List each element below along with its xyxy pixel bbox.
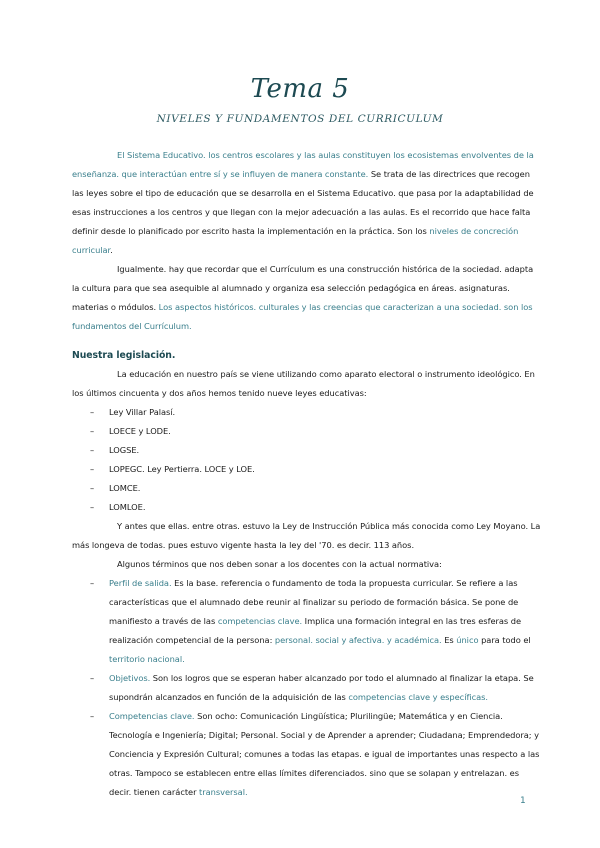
section-paragraph-1: La educación en nuestro país se viene utilizando como aparato electoral o instrumento ideológico. En los últimos cincuenta y dos años hemos tenido nueve leyes educativas: — [72, 369, 535, 398]
term-item-objetivos — [72, 669, 542, 707]
body-text: para todo el — [478, 635, 531, 645]
section-paragraph-3: Algunos términos que nos deben sonar a los docentes con la actual normativa: — [117, 559, 442, 569]
list-item: – LOPEGC. Ley Pertierra. LOCE y LOE. — [72, 460, 542, 479]
body-text: Son ocho: Comunicación Lingüística; Plurilingüe; Matemática y en Ciencia. Tecnología e Ingeniería; Digital; Personal. Social y de Aprender a aprender; Ciudadana; Emprendedora; y Conciencia y Expresión Cultural; comunes a todas las etapas. e igual de importantes unas respecto a las otras. Tampoco se establecen entre ellas límites diferenciados. sino que se solapan y entrelazan. es decir. tienen carácter — [109, 711, 540, 797]
term-item-competencias — [72, 707, 542, 802]
term-item-perfil — [72, 574, 542, 669]
highlight-text: competencias clave. — [217, 616, 303, 626]
document-body — [72, 146, 542, 802]
list-item: – LOMLOE. — [72, 498, 542, 517]
highlight-text: Los aspectos históricos. culturales y las creencias que caracterizan a una sociedad. son los fundamentos del Currículum. — [72, 302, 533, 331]
page-title: Tema 5 — [250, 74, 350, 104]
highlight-text: transversal. — [199, 787, 248, 797]
highlight-text: niveles de concreción curricular — [72, 226, 519, 255]
body-text: Es la base. referencia o fundamento de toda la propuesta curricular. Se refiere a las características que el alumnado debe reunir al finalizar su periodo de formación básica. Se pone de manifiesto a través de las — [109, 578, 519, 626]
list-item: – LOMCE. — [72, 479, 542, 498]
page-number: 1 — [520, 796, 526, 806]
term-label: Competencias clave. — [109, 711, 195, 721]
list-item: – Ley Villar Palasí. — [72, 403, 542, 422]
body-text: Son los logros que se esperan haber alcanzado por todo el alumnado al finalizar la etapa. Se supondrán alcanzados en función de la adquisición de las — [109, 673, 534, 702]
intro-paragraph-1 — [72, 146, 542, 260]
highlight-text: personal. social y afectiva. y académica. — [274, 635, 442, 645]
highlight-text: único — [456, 635, 479, 645]
body-text: Se trata de las directrices que recogen las leyes sobre el tipo de educación que se desarrolla en el Sistema Educativo. que pasa por la adaptabilidad de esas instrucciones a los centros y que llegan con la mejor adecuación a las aulas. Es el recorrido que hace falta definir desde lo planificado por escrito hasta la implementación en la práctica. Son los — [72, 169, 534, 236]
body-text: Es — [441, 635, 457, 645]
highlight-text: territorio nacional. — [109, 654, 185, 664]
body-text: Implica una formación integral en las tres esferas de realización competencial de la persona: — [109, 616, 522, 645]
list-item: – LOECE y LODE. — [72, 422, 542, 441]
list-item: – LOGSE. — [72, 441, 542, 460]
page-subtitle: NIVELES Y FUNDAMENTOS DEL CURRICULUM — [156, 113, 444, 125]
term-label: Perfil de salida. — [109, 578, 172, 588]
term-label: Objetivos. — [109, 673, 151, 683]
section-paragraph-2: Y antes que ellas. entre otras. estuvo la Ley de Instrucción Pública más conocida como Ley Moyano. La más longeva de todas. pues estuvo vigente hasta la ley del '70. es decir. 113 años. — [72, 521, 541, 550]
laws-list — [72, 403, 542, 517]
body-text: . — [110, 245, 113, 255]
highlight-text: competencias clave y específicas. — [348, 692, 488, 702]
terms-list — [72, 574, 542, 802]
highlight-text: El Sistema Educativo. los centros escolares y las aulas constituyen los ecosistemas envolventes de la enseñanza. que interactúan entre sí y se influyen de manera constante. — [72, 150, 534, 179]
section-heading: Nuestra legislación. — [72, 350, 176, 361]
intro-paragraph-2 — [72, 260, 542, 336]
body-text: Igualmente. hay que recordar que el Currículum es una construcción histórica de la sociedad. adapta la cultura para que sea asequible al alumnado y organiza esa selección pedagógica en áreas. asignaturas. materias o módulos. — [72, 264, 534, 312]
